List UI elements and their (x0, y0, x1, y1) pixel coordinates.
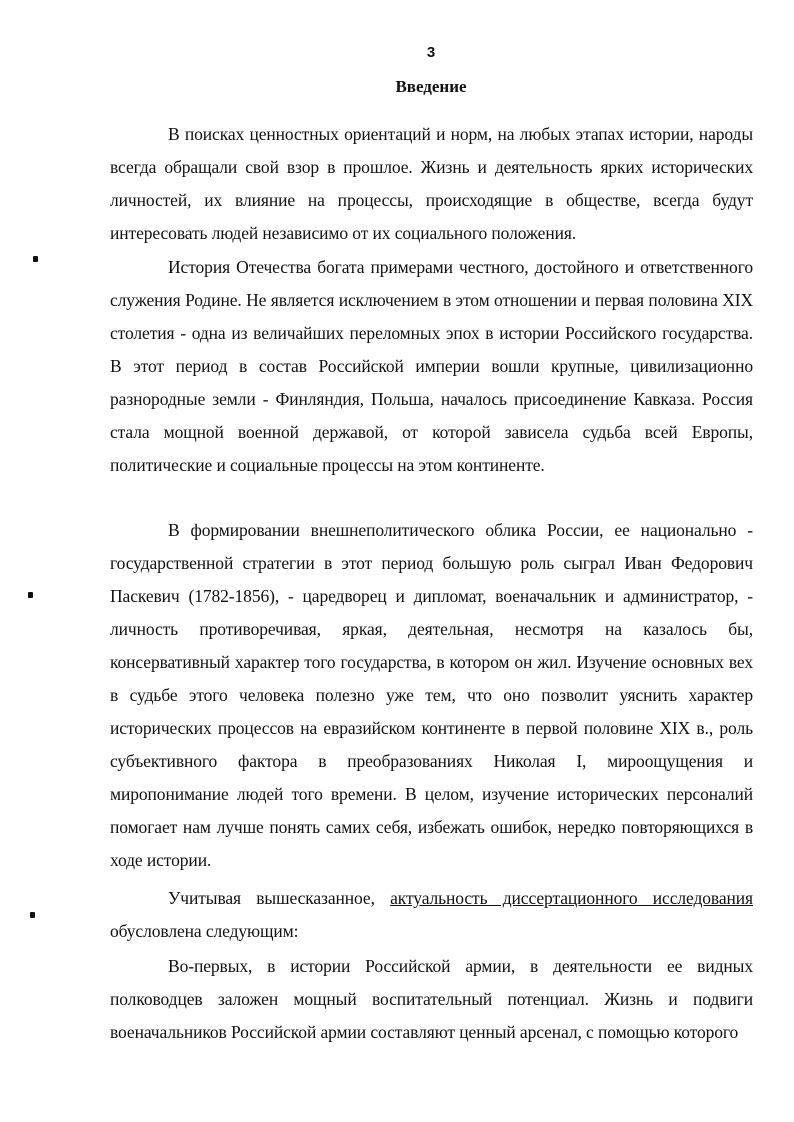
paragraph-2: История Отечества богата примерами честного, достойного и ответственного служения Родине. Не является исключением в этом отношении и первая половина XIX столетия - одна из величайших переломных эпох в истории Российского государства. В этот период в состав Российской империи вошли крупные, цивилизационно разнородные земли - Финляндия, Польша, началось присоединение Кавказа. Россия стала мощной военной державой, от которой зависела судьба всей Европы, политические и социальные процессы на этом континенте. (110, 257, 753, 475)
paragraph-3: В формировании внешнеполитического облика России, ее национально - государственной стратегии в этот период большую роль сыграл Иван Федорович Паскевич (1782-1856), - царедворец и дипломат, военачальник и администратор, - личность противоречивая, яркая, деятельная, несмотря на казалось бы, консервативный характер того государства, в котором он жил. Изучение основных вех в судьбе этого человека полезно уже тем, что оно позволит уяснить характер исторических процессов на евразийском континенте в первой половине XIX в., роль субъективного фактора в преобразованиях Николая I, мироощущения и миропонимание людей того времени. В целом, изучение исторических персоналий помогает нам лучше понять самих себя, избежать ошибок, нередко повторяющихся в ходе истории. (110, 520, 753, 870)
page-number: 3 (426, 44, 436, 61)
paragraph-4-tail: обусловлена следующим: (110, 921, 299, 941)
paragraph-4 (110, 882, 753, 948)
paragraph-4-underlined: актуальность диссертационного исследования (390, 888, 753, 908)
section-heading: Введение (395, 77, 467, 96)
scan-margin-mark (33, 256, 38, 262)
scan-margin-mark (28, 592, 33, 598)
scan-margin-mark (30, 912, 35, 918)
paragraph-1: В поисках ценностных ориентаций и норм, на любых этапах истории, народы всегда обращали свой взор в прошлое. Жизнь и деятельность ярких исторических личностей, их влияние на процессы, происходящие в обществе, всегда будут интересовать людей независимо от их социального положения. (110, 124, 753, 243)
paragraph-5: Во-первых, в истории Российской армии, в деятельности ее видных полководцев заложен мощный воспитательный потенциал. Жизнь и подвиги военачальников Российской армии составляют ценный арсенал, с помощью которого (110, 956, 753, 1042)
paragraph-4-lead: Учитывая вышесказанное, (168, 888, 391, 908)
